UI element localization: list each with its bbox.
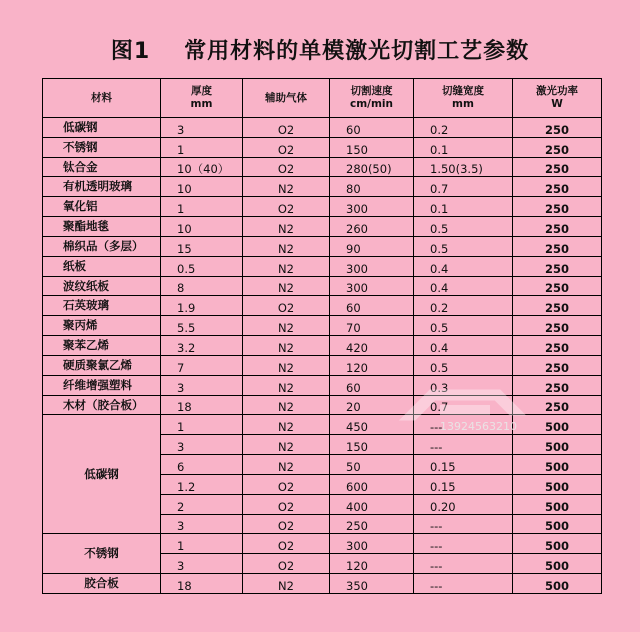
cell-speed: 120 [330, 554, 414, 574]
cell-thickness: 18 [161, 395, 243, 415]
table-row [43, 574, 602, 594]
cell-material: 钛合金 [43, 157, 161, 177]
header-speed-unit: cm/min [349, 98, 393, 110]
cell-power: 500 [513, 574, 602, 594]
cell-material: 聚苯乙烯 [43, 336, 161, 356]
cell-gas: N2 [243, 574, 330, 594]
cell-power: 250 [513, 177, 602, 197]
header-gas [243, 79, 330, 118]
cell-thickness: 3 [161, 435, 243, 455]
cell-thickness: 5.5 [161, 316, 243, 336]
table-row [43, 415, 602, 435]
cell-gas: N2 [243, 455, 330, 475]
cell-power: 500 [513, 554, 602, 574]
cell-speed: 250 [330, 514, 414, 534]
parameter-table-container [42, 78, 601, 594]
cell-speed: 20 [330, 395, 414, 415]
cell-thickness: 3.2 [161, 336, 243, 356]
cell-power: 250 [513, 316, 602, 336]
cell-power: 500 [513, 474, 602, 494]
cell-thickness: 3 [161, 118, 243, 138]
cell-thickness: 3 [161, 375, 243, 395]
table-row [43, 355, 602, 375]
cell-material: 有机透明玻璃 [43, 177, 161, 197]
table-row [43, 375, 602, 395]
cell-kerf: 0.15 [414, 474, 513, 494]
cell-material: 石英玻璃 [43, 296, 161, 316]
cell-kerf: 0.5 [414, 217, 513, 237]
cell-power: 250 [513, 375, 602, 395]
cell-gas: O2 [243, 296, 330, 316]
cell-thickness: 3 [161, 514, 243, 534]
cell-kerf: 0.15 [414, 455, 513, 475]
cell-kerf: 0.7 [414, 177, 513, 197]
cell-speed: 300 [330, 256, 414, 276]
cell-kerf: 0.5 [414, 355, 513, 375]
cell-kerf: 0.1 [414, 137, 513, 157]
cell-speed: 80 [330, 177, 414, 197]
cell-thickness: 3 [161, 554, 243, 574]
cell-power: 250 [513, 395, 602, 415]
header-power-unit: W [551, 98, 563, 110]
cell-material-group: 不锈钢 [43, 534, 161, 574]
table-row [43, 118, 602, 138]
cell-thickness: 2 [161, 494, 243, 514]
page-title [0, 34, 640, 64]
cell-speed: 600 [330, 474, 414, 494]
header-kerf [414, 79, 513, 118]
cell-speed: 400 [330, 494, 414, 514]
cell-power: 250 [513, 197, 602, 217]
table-body [43, 118, 602, 594]
cell-speed: 300 [330, 197, 414, 217]
cell-power: 500 [513, 494, 602, 514]
cell-speed: 150 [330, 137, 414, 157]
cell-speed: 260 [330, 217, 414, 237]
cell-thickness: 1 [161, 197, 243, 217]
cell-power: 250 [513, 256, 602, 276]
cell-power: 250 [513, 118, 602, 138]
cell-speed: 420 [330, 336, 414, 356]
cell-speed: 60 [330, 118, 414, 138]
cell-gas: N2 [243, 316, 330, 336]
cell-kerf: --- [414, 554, 513, 574]
cell-gas: N2 [243, 217, 330, 237]
table-row [43, 395, 602, 415]
cell-thickness: 1.2 [161, 474, 243, 494]
cell-material: 聚丙烯 [43, 316, 161, 336]
cell-kerf: 0.2 [414, 118, 513, 138]
cell-power: 250 [513, 276, 602, 296]
cell-speed: 300 [330, 276, 414, 296]
cell-speed: 90 [330, 236, 414, 256]
cell-material: 木材（胶合板） [43, 395, 161, 415]
cell-gas: N2 [243, 256, 330, 276]
cell-kerf: 0.20 [414, 494, 513, 514]
header-thickness-label: 厚度 [191, 85, 212, 97]
table-row [43, 137, 602, 157]
cell-thickness: 7 [161, 355, 243, 375]
cell-gas: N2 [243, 236, 330, 256]
cell-speed: 50 [330, 455, 414, 475]
table-header-row [43, 79, 602, 118]
cell-material-group: 胶合板 [43, 574, 161, 594]
cell-gas: O2 [243, 494, 330, 514]
table-row [43, 276, 602, 296]
header-power-label: 激光功率 [536, 85, 578, 97]
header-material [43, 79, 161, 118]
cell-kerf: --- [414, 514, 513, 534]
cell-gas: O2 [243, 534, 330, 554]
cell-power: 250 [513, 336, 602, 356]
table-row [43, 336, 602, 356]
title-text: 常用材料的单模激光切割工艺参数 [184, 38, 530, 64]
cell-kerf: 0.1 [414, 197, 513, 217]
cell-thickness: 1 [161, 415, 243, 435]
cell-gas: N2 [243, 355, 330, 375]
table-row [43, 157, 602, 177]
cell-material: 氧化铝 [43, 197, 161, 217]
cell-kerf: 0.2 [414, 296, 513, 316]
cell-gas: O2 [243, 157, 330, 177]
table-row [43, 217, 602, 237]
cell-power: 500 [513, 455, 602, 475]
cell-gas: O2 [243, 197, 330, 217]
cell-kerf: --- [414, 534, 513, 554]
table-row [43, 316, 602, 336]
cell-power: 250 [513, 157, 602, 177]
cell-power: 500 [513, 435, 602, 455]
cell-material: 波纹纸板 [43, 276, 161, 296]
cell-power: 250 [513, 217, 602, 237]
cell-gas: N2 [243, 395, 330, 415]
header-speed [330, 79, 414, 118]
cell-kerf: --- [414, 574, 513, 594]
watermark-text: 13924563210 [440, 420, 517, 433]
cell-power: 250 [513, 137, 602, 157]
cell-power: 250 [513, 355, 602, 375]
cell-material-group: 低碳钢 [43, 415, 161, 534]
cell-speed: 280(50) [330, 157, 414, 177]
cell-kerf: 0.7 [414, 395, 513, 415]
table-row [43, 256, 602, 276]
cell-thickness: 6 [161, 455, 243, 475]
cell-gas: O2 [243, 554, 330, 574]
cell-kerf: --- [414, 415, 513, 435]
cell-kerf: 0.3 [414, 375, 513, 395]
table-row [43, 197, 602, 217]
header-kerf-label: 切缝宽度 [442, 85, 484, 97]
header-thickness-unit: mm [190, 98, 213, 110]
cell-gas: O2 [243, 118, 330, 138]
cell-speed: 70 [330, 316, 414, 336]
cell-speed: 350 [330, 574, 414, 594]
cell-thickness: 0.5 [161, 256, 243, 276]
cell-material: 不锈钢 [43, 137, 161, 157]
cell-gas: O2 [243, 474, 330, 494]
cell-material: 纤维增强塑料 [43, 375, 161, 395]
header-kerf-unit: mm [452, 98, 474, 110]
cell-gas: N2 [243, 177, 330, 197]
cell-power: 250 [513, 236, 602, 256]
cell-kerf: 0.5 [414, 236, 513, 256]
cell-thickness: 18 [161, 574, 243, 594]
cell-thickness: 1 [161, 137, 243, 157]
cell-power: 500 [513, 534, 602, 554]
table-row [43, 236, 602, 256]
cell-speed: 120 [330, 355, 414, 375]
cell-material: 低碳钢 [43, 118, 161, 138]
cell-kerf: 0.4 [414, 336, 513, 356]
header-speed-label: 切割速度 [350, 85, 393, 97]
table-row [43, 177, 602, 197]
cell-thickness: 10（40） [161, 157, 243, 177]
cell-kerf: 0.5 [414, 316, 513, 336]
header-material-label: 材料 [91, 91, 112, 104]
cell-kerf: --- [414, 435, 513, 455]
cell-material: 棉织品（多层） [43, 236, 161, 256]
cell-power: 500 [513, 415, 602, 435]
cell-gas: N2 [243, 415, 330, 435]
cell-kerf: 1.50(3.5) [414, 157, 513, 177]
cell-power: 250 [513, 296, 602, 316]
cell-thickness: 1 [161, 534, 243, 554]
cell-gas: O2 [243, 514, 330, 534]
figure-label: 图1 [110, 38, 151, 64]
cell-power: 500 [513, 514, 602, 534]
cell-gas: N2 [243, 375, 330, 395]
cell-gas: N2 [243, 336, 330, 356]
cell-kerf: 0.4 [414, 256, 513, 276]
cell-material: 纸板 [43, 256, 161, 276]
cell-speed: 60 [330, 296, 414, 316]
cell-thickness: 15 [161, 236, 243, 256]
cell-thickness: 10 [161, 177, 243, 197]
cell-thickness: 10 [161, 217, 243, 237]
table-row [43, 534, 602, 554]
header-thickness [161, 79, 243, 118]
header-power [513, 79, 602, 118]
cell-kerf: 0.4 [414, 276, 513, 296]
cell-gas: N2 [243, 435, 330, 455]
parameter-table [42, 78, 602, 594]
cell-gas: O2 [243, 137, 330, 157]
cell-gas: N2 [243, 276, 330, 296]
cell-thickness: 1.9 [161, 296, 243, 316]
header-gas-label: 辅助气体 [265, 91, 307, 104]
cell-speed: 150 [330, 435, 414, 455]
cell-speed: 300 [330, 534, 414, 554]
cell-thickness: 8 [161, 276, 243, 296]
cell-material: 聚酯地毯 [43, 217, 161, 237]
cell-speed: 60 [330, 375, 414, 395]
cell-material: 硬质聚氯乙烯 [43, 355, 161, 375]
cell-speed: 450 [330, 415, 414, 435]
table-row [43, 296, 602, 316]
